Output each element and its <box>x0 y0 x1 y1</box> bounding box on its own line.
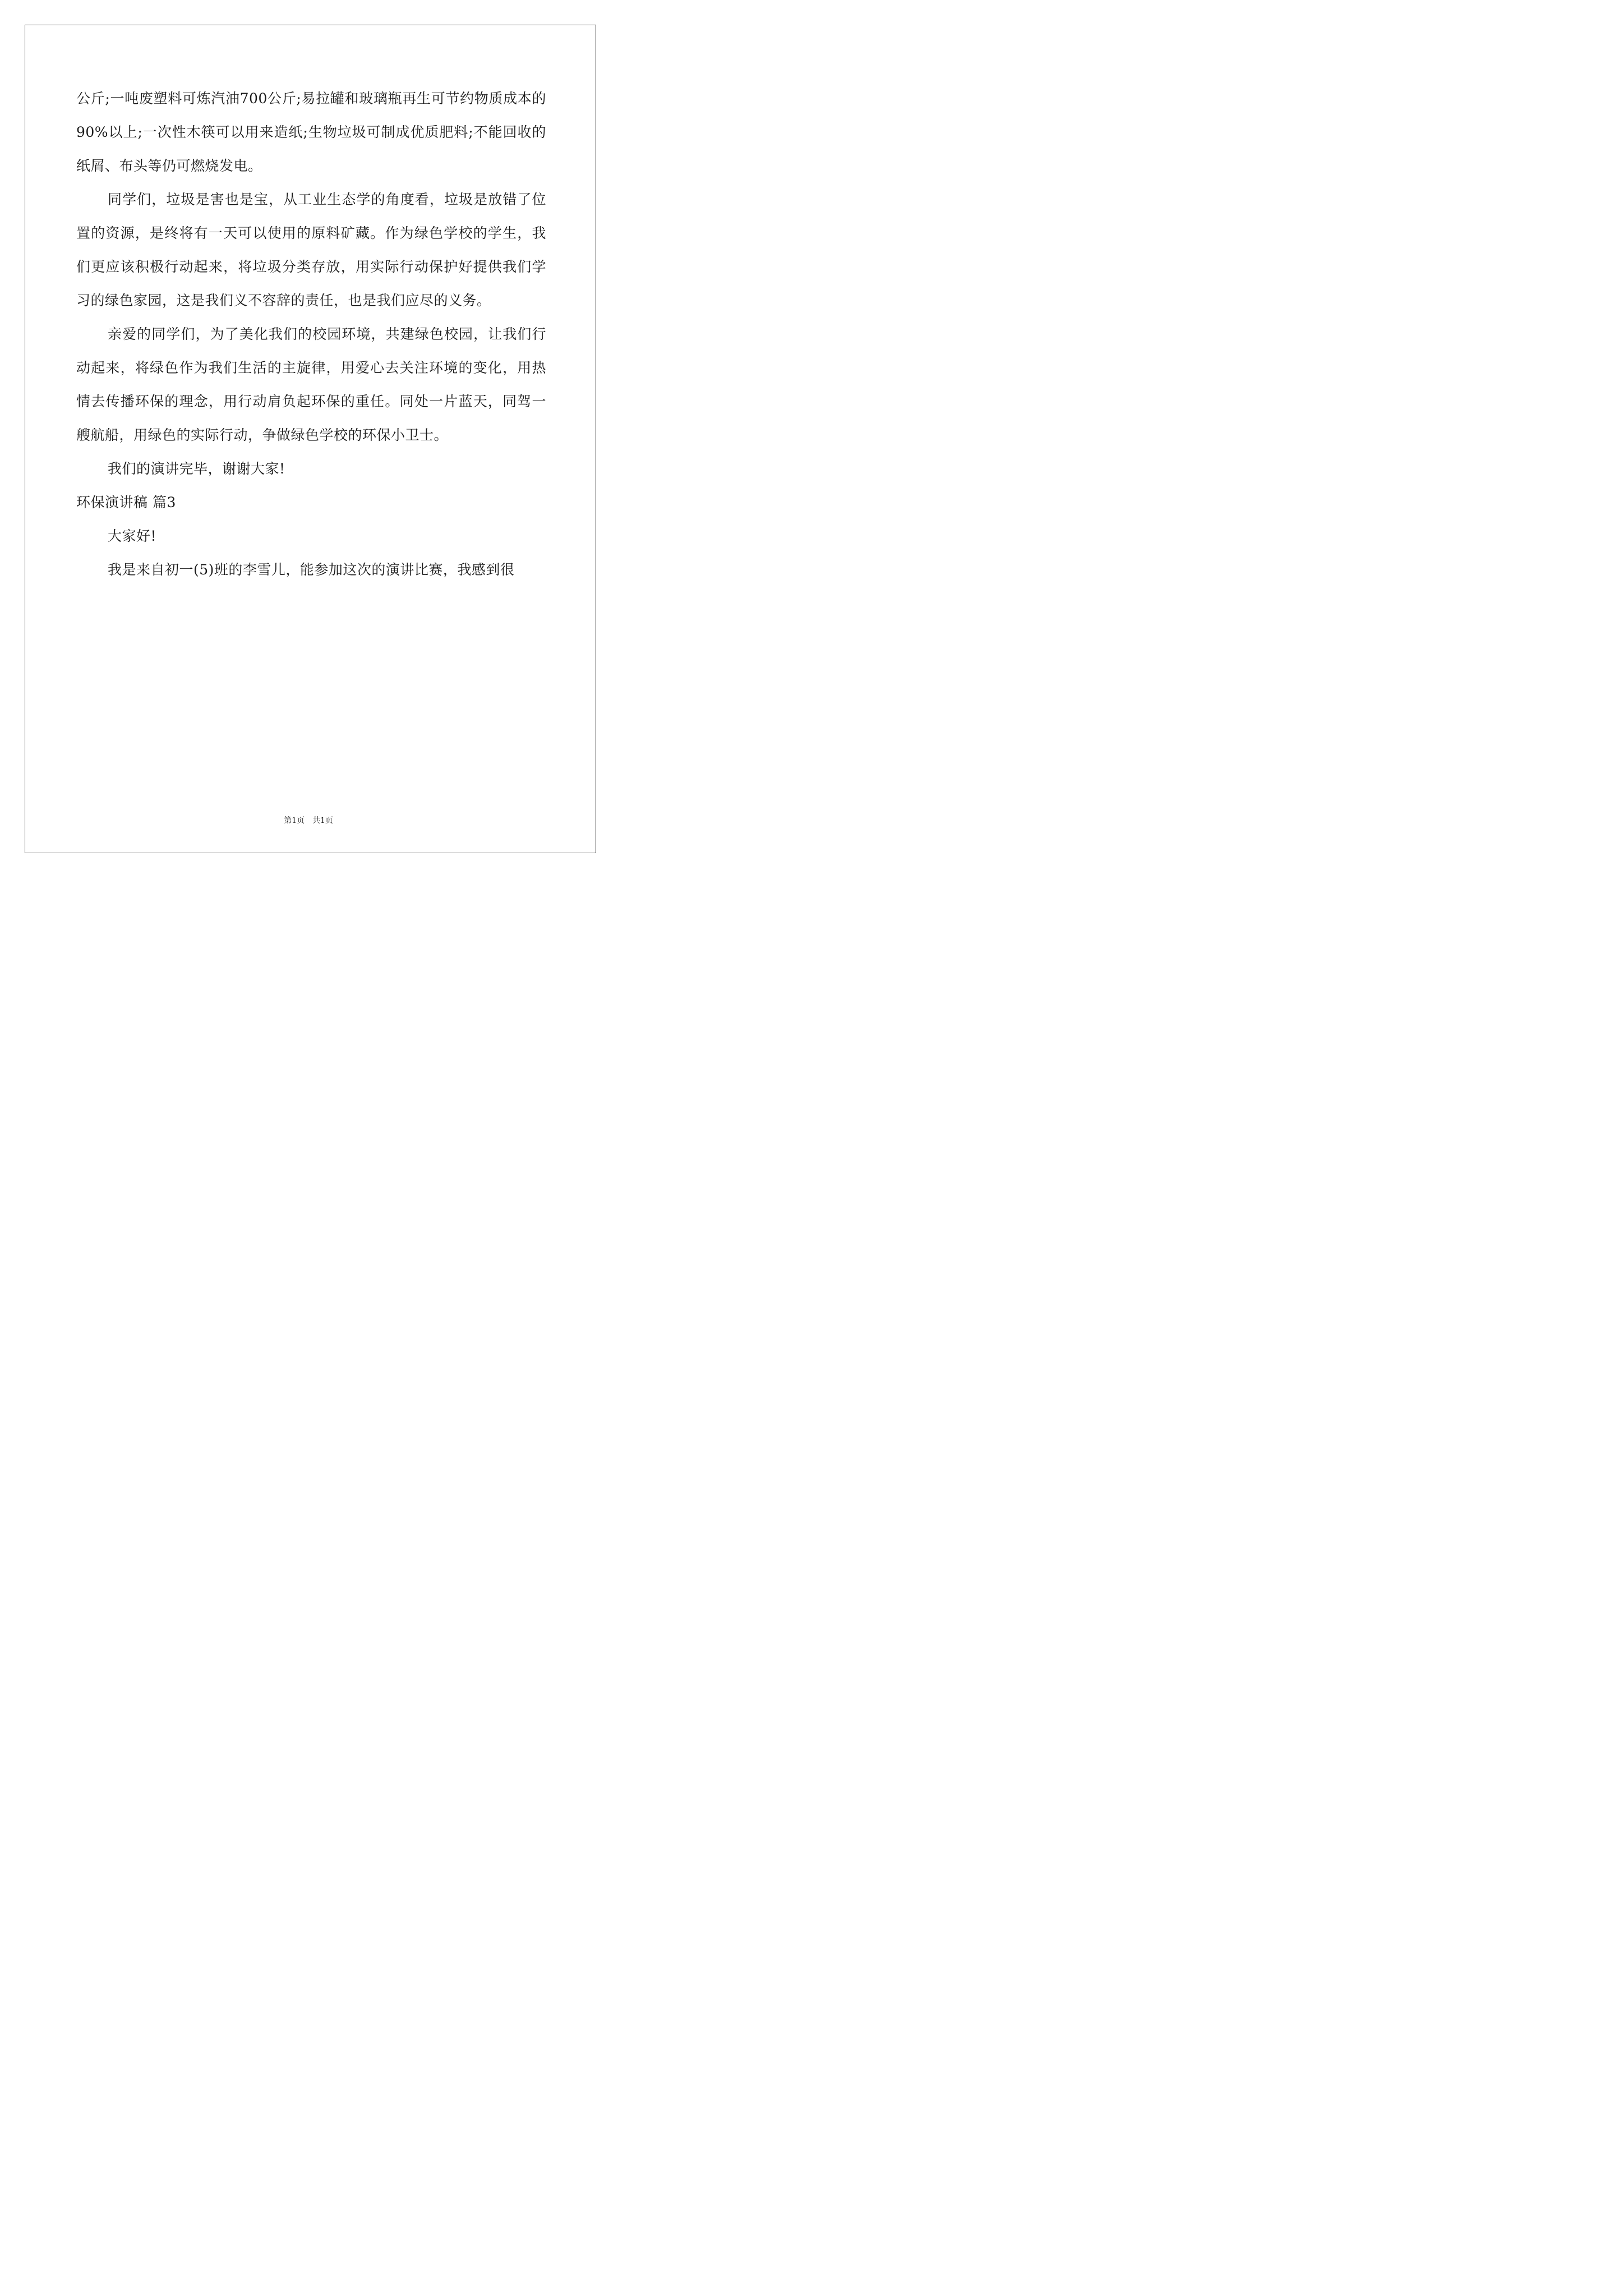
document-body <box>76 82 546 587</box>
paragraph-3: 亲爱的同学们，为了美化我们的校园环境，共建绿色校园，让我们行动起来，将绿色作为我们生活的主旋律，用爱心去关注环境的变化，用热情去传播环保的理念，用行动肩负起环保的重任。同处一片蓝天，同驾一艘航船，用绿色的实际行动，争做绿色学校的环保小卫士。 <box>76 326 546 443</box>
intro-paragraph: 我是来自初一(5)班的李雪儿，能参加这次的演讲比赛，我感到很 <box>108 562 515 578</box>
page-footer <box>0 815 617 826</box>
page-total: 共1页 <box>312 816 333 825</box>
paragraph-2: 同学们，垃圾是害也是宝，从工业生态学的角度看，垃圾是放错了位置的资源，是终将有一天可以使用的原料矿藏。作为绿色学校的学生，我们更应该积极行动起来，将垃圾分类存放，用实际行动保护好提供我们学习的绿色家园，这是我们义不容辞的责任，也是我们应尽的义务。 <box>76 191 546 309</box>
paragraph-4: 我们的演讲完毕，谢谢大家! <box>108 461 285 477</box>
greeting-paragraph: 大家好! <box>108 528 157 544</box>
page-number: 第1页 <box>284 816 305 825</box>
section-heading: 环保演讲稿 篇3 <box>76 494 176 510</box>
paragraph-1: 公斤;一吨废塑料可炼汽油700公斤;易拉罐和玻璃瓶再生可节约物质成本的90%以上;一次性木筷可以用来造纸;生物垃圾可制成优质肥料;不能回收的纸屑、布头等仍可燃烧发电。 <box>76 90 546 174</box>
